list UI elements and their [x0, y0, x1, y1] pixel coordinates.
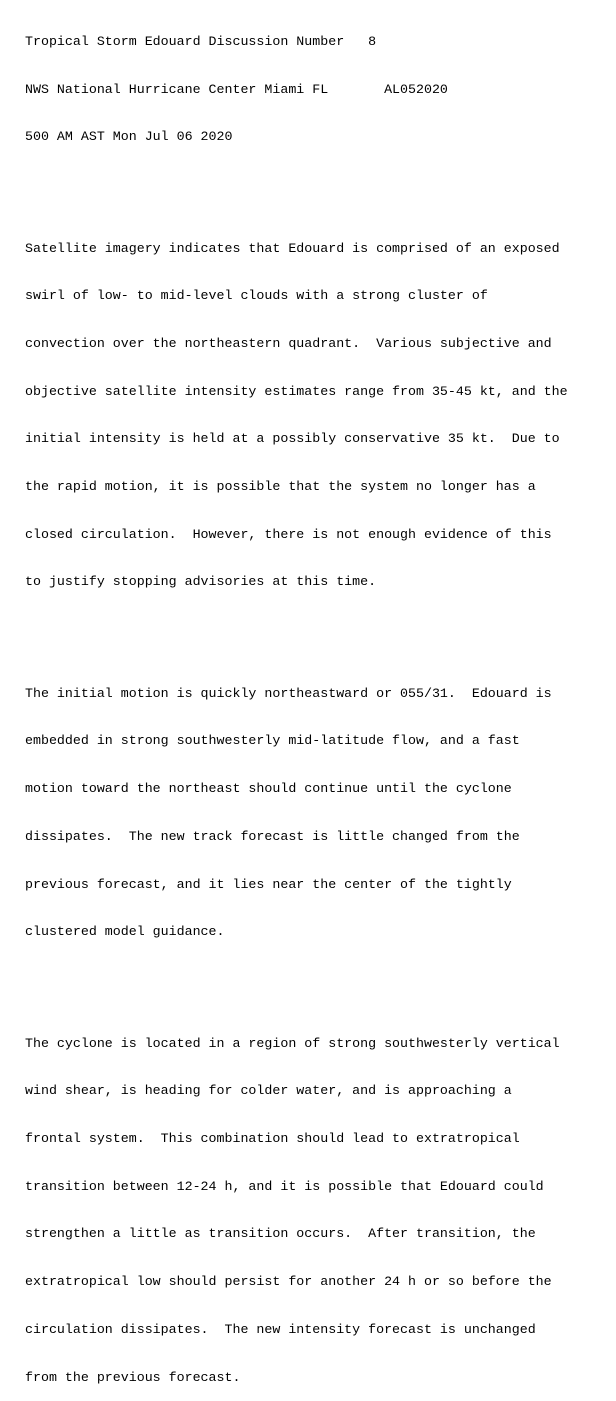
- blank-line: [25, 972, 568, 988]
- discussion-title: Tropical Storm Edouard Discussion Number 8: [25, 33, 377, 49]
- paragraph-3-line: extratropical low should persist for another 24 h or so before the: [25, 1274, 552, 1290]
- paragraph-2-line: embedded in strong southwesterly mid-latitude flow, and a fast: [25, 733, 520, 749]
- paragraph-3-line: from the previous forecast.: [25, 1369, 241, 1385]
- paragraph-1-line: objective satellite intensity estimates range from 35-45 kt, and the: [25, 383, 568, 399]
- paragraph-2-line: The initial motion is quickly northeastward or 055/31. Edouard is: [25, 685, 552, 701]
- issue-time: 500 AM AST Mon Jul 06 2020: [25, 129, 233, 145]
- paragraph-1-line: closed circulation. However, there is not enough evidence of this: [25, 526, 552, 542]
- paragraph-2-line: previous forecast, and it lies near the center of the tightly: [25, 876, 512, 892]
- paragraph-3-line: transition between 12-24 h, and it is possible that Edouard could: [25, 1178, 544, 1194]
- paragraph-3-line: The cyclone is located in a region of strong southwesterly vertical: [25, 1035, 560, 1051]
- paragraph-3-line: strengthen a little as transition occurs. After transition, the: [25, 1226, 536, 1242]
- paragraph-3-line: frontal system. This combination should lead to extratropical: [25, 1131, 520, 1146]
- paragraph-1-line: initial intensity is held at a possibly conservative 35 kt. Due to: [25, 431, 560, 447]
- paragraph-3-line: circulation dissipates. The new intensity forecast is unchanged: [25, 1321, 536, 1337]
- paragraph-1-line: to justify stopping advisories at this time.: [25, 574, 377, 590]
- issuing-office: NWS National Hurricane Center Miami FL AL052020: [25, 81, 448, 97]
- discussion-document: [25, 2, 568, 1401]
- paragraph-2-line: clustered model guidance.: [25, 924, 225, 940]
- paragraph-2-line: motion toward the northeast should continue until the cyclone: [25, 781, 512, 797]
- blank-line: [25, 622, 568, 638]
- paragraph-1-line: Satellite imagery indicates that Edouard is comprised of an exposed: [25, 240, 560, 256]
- blank-line: [25, 177, 568, 193]
- paragraph-1-line: the rapid motion, it is possible that the system no longer has a: [25, 479, 536, 495]
- paragraph-3-line: wind shear, is heading for colder water, and is approaching a: [25, 1083, 512, 1099]
- paragraph-2-line: dissipates. The new track forecast is little changed from the: [25, 828, 520, 844]
- paragraph-1-line: convection over the northeastern quadrant. Various subjective and: [25, 335, 552, 351]
- paragraph-1-line: swirl of low- to mid-level clouds with a strong cluster of: [25, 288, 488, 304]
